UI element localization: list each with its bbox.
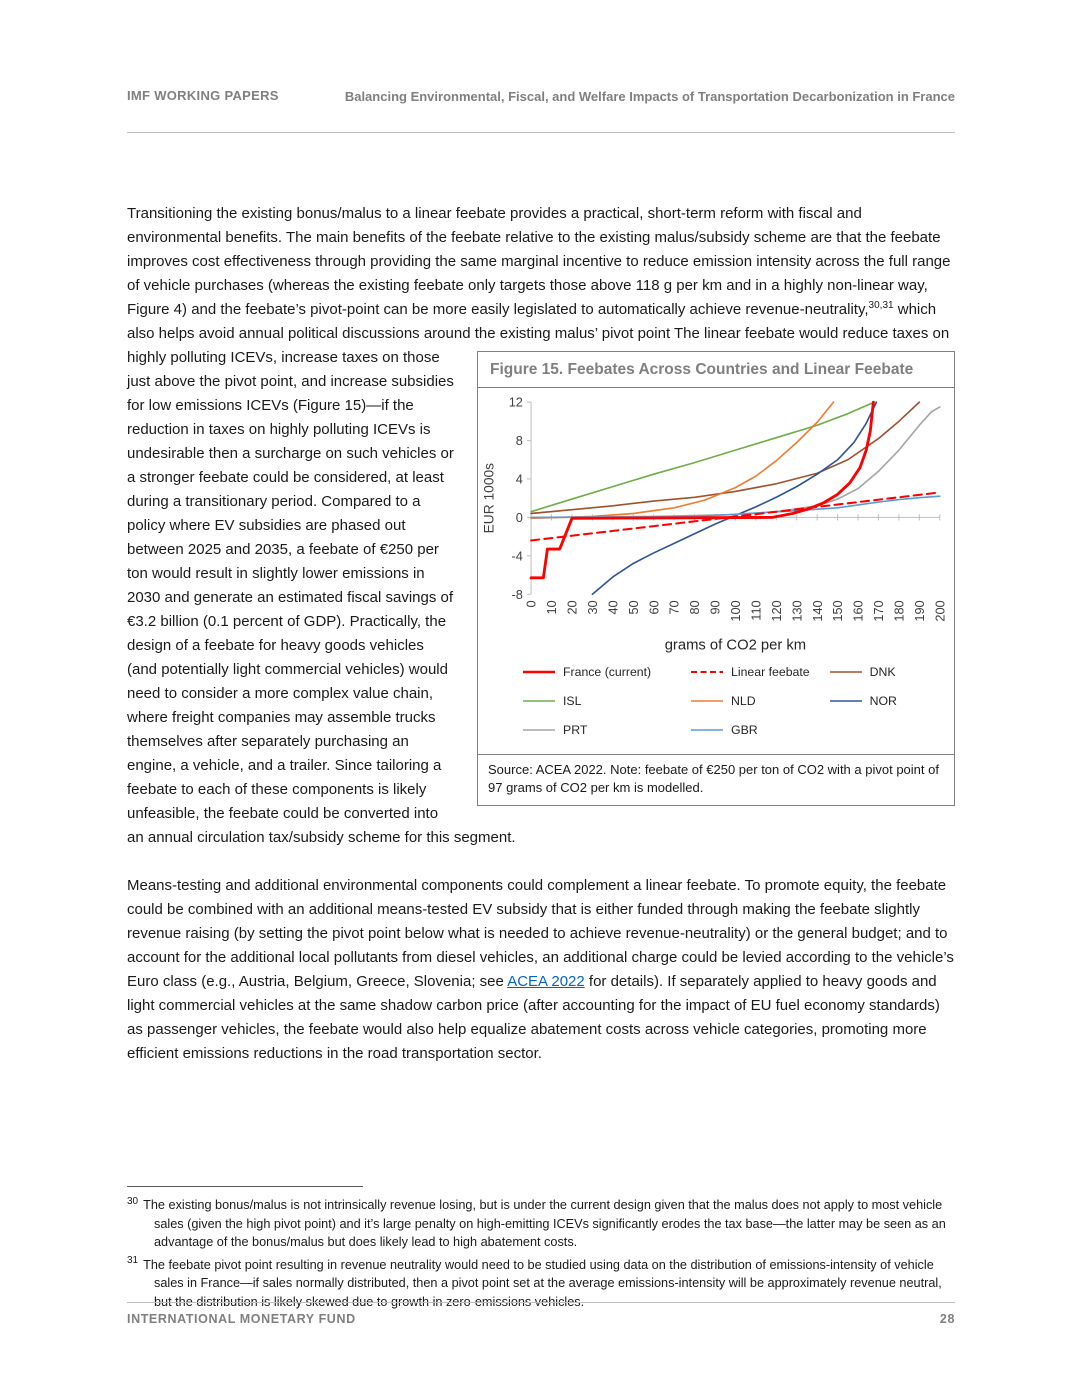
svg-text:140: 140 xyxy=(809,600,825,623)
svg-text:160: 160 xyxy=(850,600,866,623)
svg-text:150: 150 xyxy=(830,600,846,623)
p1-text-c: existing malus’ pivot point The linear feebate would reduce taxes on highly polluting ICEVs, increase taxes on those just above the pivot point, and increase subsidies for low emissions ICEVs (Figure 15)—if the reduction in taxes on highly polluting ICEVs is undesirable then a surcharge on such vehicles or a stronger feebate could be considered, at least during a transitionary period. Compared to a policy where EV subsidies are phased out between 2025 and 2035, a feebate of €250 per ton would result in slightly lower emissions in 2030 and generate an estimated fiscal savings of €3.2 billion (0.1 percent of GDP). Practically, the design of a feebate for heavy goods vehicles (and potentially light commercial vehicles) would need to consider a more complex value chain, where freight companies may assemble trucks themselves after separately purchasing an engine, a vehicle, and a trailer. Since tailoring a feebate to each of these components is likely unfeasible, the feebate could be converted into an annual circulation tax/subsidy scheme for this segment. xyxy=(127,325,950,846)
svg-text:40: 40 xyxy=(605,600,621,616)
p1-text-a: Transitioning the existing bonus/malus to a linear feebate provides a practical, short-term reform with fiscal and environmental benefits. The main benefits of the feebate relative to the existing malus/subsidy scheme are that the feebate improves cost effectiveness through providing the same marginal incentive to reduce emission intensity across the full range of vehicle purchases (whereas the existing feebate only targets those above 118 g per km and in a highly non-linear way, Figure 4) and the feebate’s pivot-point can be more easily legislated to automatically achieve revenue-neutrality, xyxy=(127,205,951,318)
svg-text:EUR 1000s: EUR 1000s xyxy=(481,463,497,534)
footnote-30 xyxy=(127,1196,955,1252)
svg-text:20: 20 xyxy=(564,600,580,616)
footer-organization: INTERNATIONAL MONETARY FUND xyxy=(127,1312,356,1326)
svg-text:180: 180 xyxy=(891,600,907,623)
legend-line-swatch xyxy=(690,696,724,706)
footnote-30-number: 30 xyxy=(127,1195,139,1207)
svg-text:70: 70 xyxy=(666,600,682,616)
paragraph-1 xyxy=(127,202,955,850)
svg-text:12: 12 xyxy=(508,396,523,411)
svg-text:190: 190 xyxy=(911,600,927,623)
svg-text:10: 10 xyxy=(544,600,560,616)
p2-text-a: Means-testing and additional environmental components could complement a linear feebate. To promote equity, the feebate could be combined with an additional means-tested EV subsidy that is either funded through making the feebate slightly revenue raising (by setting the pivot point below what is needed to achieve revenue-neutrality) or the general budget; and to account for the additional local pollutants from diesel vehicles, an additional charge could be levied according to the vehicle’s Euro class (e.g., Austria, Belgium, Greece, Slovenia; see xyxy=(127,877,954,990)
svg-text:100: 100 xyxy=(728,600,744,623)
legend-line-swatch xyxy=(522,725,556,735)
page-content xyxy=(127,202,955,1066)
svg-text:-4: -4 xyxy=(511,548,523,564)
svg-text:grams of CO2 per km: grams of CO2 per km xyxy=(664,637,807,654)
legend-item-linear-feebate xyxy=(690,660,829,684)
page-header xyxy=(127,88,955,133)
acea-2022-link[interactable]: ACEA 2022 xyxy=(507,973,585,990)
legend-line-swatch xyxy=(690,667,724,677)
footnote-30-text: The existing bonus/malus is not intrinsically revenue losing, but is under the current design given that the malus does not apply to most vehicle sales (given the high pivot point) and it’s large penalty on high-emitting ICEVs significantly erodes the tax base—the latter may be seen as an advantage of the bonus/malus but does likely lead to high abatement costs. xyxy=(143,1198,946,1249)
footnote-reference: 30,31 xyxy=(868,300,894,311)
legend-label: France (current) xyxy=(563,665,652,680)
footnotes-section xyxy=(127,1186,955,1315)
legend-line-swatch xyxy=(829,667,863,677)
figure-source-note: Source: ACEA 2022. Note: feebate of €250 per ton of CO2 with a pivot point of 97 grams of CO2 per km is modelled. xyxy=(478,754,954,805)
svg-text:80: 80 xyxy=(687,600,703,616)
svg-text:130: 130 xyxy=(789,600,805,623)
footer-page-number: 28 xyxy=(939,1312,955,1326)
footnote-31-text: The feebate pivot point resulting in revenue neutrality would need to be studied using data on the distribution of emissions-intensity of vehicle sales in France—if sales normally distributed, then a pivot point set at the average emissions-intensity will be approximately revenue neutral, but the distribution is likely skewed due to growth in zero-emissions vehicles. xyxy=(143,1257,942,1309)
legend-line-swatch xyxy=(522,696,556,706)
figure-title: Figure 15. Feebates Across Countries and Linear Feebate xyxy=(478,352,954,388)
figure-15 xyxy=(477,351,955,806)
svg-text:4: 4 xyxy=(515,472,523,488)
legend-line-swatch xyxy=(690,725,724,735)
legend-label: NLD xyxy=(731,694,756,709)
legend-item-prt xyxy=(522,718,690,742)
svg-text:200: 200 xyxy=(932,600,948,623)
svg-text:170: 170 xyxy=(871,600,887,623)
svg-text:90: 90 xyxy=(707,600,723,616)
legend-item-dnk xyxy=(829,660,942,684)
legend-item-nor xyxy=(829,689,942,713)
figure-chart-area xyxy=(478,388,954,754)
svg-text:8: 8 xyxy=(515,433,523,449)
legend-item-nld xyxy=(690,689,829,713)
legend-item-gbr xyxy=(690,718,829,742)
header-right-title: Balancing Environmental, Fiscal, and Welfare Impacts of Transportation Decarbonization in France xyxy=(344,89,955,104)
legend-item-france-current xyxy=(522,660,690,684)
svg-text:120: 120 xyxy=(768,600,784,623)
p1-text-b: which also helps avoid annual political discussions around the xyxy=(127,301,937,342)
header-left-title: IMF WORKING PAPERS xyxy=(127,88,279,103)
legend-item-isl xyxy=(522,689,690,713)
legend-line-swatch xyxy=(829,696,863,706)
legend-label: NOR xyxy=(869,694,897,709)
legend-label: GBR xyxy=(731,723,758,738)
legend-label: Linear feebate xyxy=(731,665,810,680)
svg-text:0: 0 xyxy=(515,510,523,526)
legend-label: PRT xyxy=(563,723,588,738)
footnote-31-number: 31 xyxy=(127,1255,139,1267)
svg-text:0: 0 xyxy=(523,600,539,608)
feebates-line-chart xyxy=(480,396,950,658)
page-footer xyxy=(127,1302,955,1326)
paragraph-2 xyxy=(127,874,955,1066)
chart-legend xyxy=(480,658,950,754)
p2-text-b: for details). If separately applied to heavy goods and light commercial vehicles at the same shadow carbon price (after accounting for the impact of EU fuel economy standards) as passenger vehicles, the feebate would also help equalize abatement costs across vehicle categories, promoting more efficient emissions reductions in the road transportation sector. xyxy=(127,973,940,1062)
svg-text:30: 30 xyxy=(584,600,600,616)
legend-label: ISL xyxy=(563,694,582,709)
svg-text:50: 50 xyxy=(625,600,641,616)
footnote-separator-rule xyxy=(127,1186,363,1187)
legend-label: DNK xyxy=(869,665,896,680)
svg-text:60: 60 xyxy=(646,600,662,616)
legend-line-swatch xyxy=(522,667,556,677)
svg-text:110: 110 xyxy=(748,600,764,622)
svg-text:-8: -8 xyxy=(511,587,523,603)
